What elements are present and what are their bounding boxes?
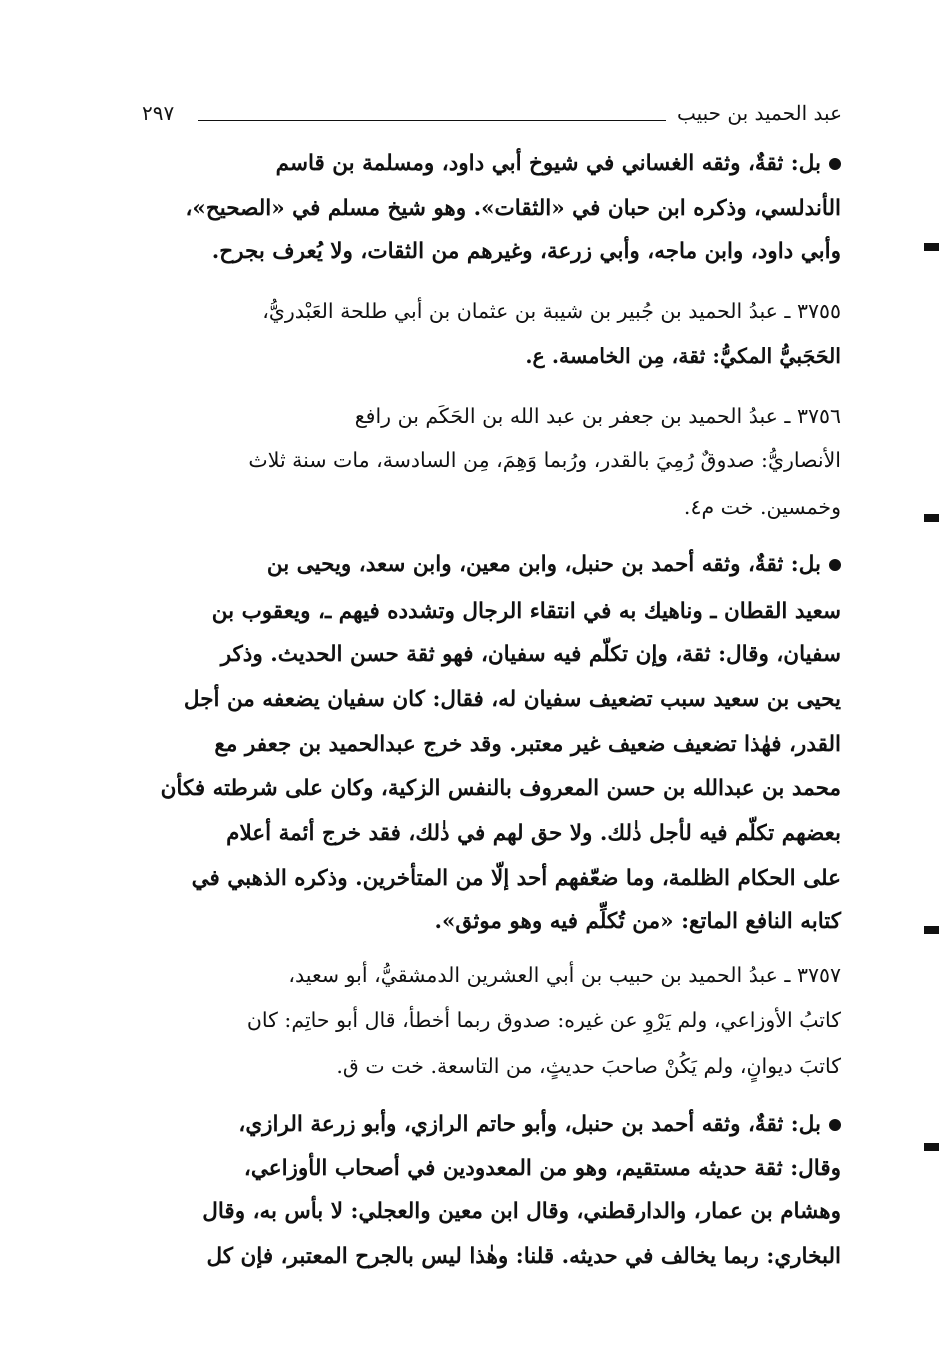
- comment-line: سعيد القطان ـ وناهيك به في انتقاء الرجال وتشدده فيهم ـ، ويعقوب بن: [211, 599, 841, 624]
- margin-mark: [924, 514, 939, 522]
- comment-line: وقال: ثقة حديثه مستقيم، وهو من المعدودين في أصحاب الأوزاعي،: [243, 1156, 841, 1181]
- comment-line: كتابه النافع الماتع: «من تُكلِّم فيه وهو موثق».: [434, 909, 841, 934]
- entry-line: ٣٧٥٦ ـ عبدُ الحميد بن جعفر بن عبد الله بن الحَكَم بن رافع: [354, 404, 841, 428]
- comment-line: سفيان، وقال: ثقة، وإن تكلّم فيه سفيان، فهو ثقة حسن الحديث. وذكر: [220, 642, 841, 667]
- margin-mark: [924, 1143, 939, 1151]
- entry-line: كاتبَ ديوانٍ، ولم يَكُنْ صاحبَ حديثٍ، من التاسعة. خت ت ق.: [336, 1054, 841, 1078]
- comment-line: وهشام بن عمار، والدارقطني، وقال ابن معين والعجلي: لا بأس به، وقال: [202, 1199, 841, 1224]
- bullet-icon: [829, 559, 841, 571]
- comment-line: بعضهم تكلّم فيه لأجل ذٰلك. ولا حق لهم في ذٰلك، فقد خرج أئمة أعلام: [226, 821, 841, 846]
- bullet-icon: [829, 1119, 841, 1131]
- bullet-icon: [829, 158, 841, 170]
- entry-line: ٣٧٥٧ ـ عبدُ الحميد بن حبيب بن أبي العشرين الدمشقيُّ، أبو سعيد،: [288, 963, 841, 987]
- comment-line: محمد بن عبدالله بن حسن المعروف بالنفس الزكية، وكان على شرطته فكأن: [160, 776, 841, 801]
- comment-line: وأبي داود، وابن ماجه، وأبي زرعة، وغيرهم من الثقات، ولا يُعرف بجرح.: [211, 239, 841, 264]
- entry-line: الأنصاريُّ: صدوقٌ رُمِيَ بالقدر، ورُبما وَهِمَ، مِن السادسة، مات سنة ثلاث: [248, 448, 841, 472]
- running-title: عبد الحميد بن حبيب: [676, 101, 842, 125]
- entry-line: ٣٧٥٥ ـ عبدُ الحميد بن جُبير بن شيبة بن عثمان بن أبي طلحة العَبْدريُّ،: [262, 299, 841, 323]
- header-rule: [198, 120, 666, 121]
- comment-line: بل: ثقةٌ، وثقه أحمد بن حنبل، وابن معين، وابن سعد، ويحيى بن: [267, 546, 841, 584]
- margin-mark: [924, 243, 939, 251]
- entry-line: كاتبُ الأوزاعي، ولم يَرْوِ عن غيره: صدوق ربما أخطأ، قال أبو حاتِم: كان: [246, 1008, 841, 1032]
- comment-line: البخاري: ربما يخالف في حديثه. قلنا: وهٰذا ليس بالجرح المعتبر، فإن كل: [206, 1244, 841, 1269]
- comment-line: بل: ثقةٌ، وثقه الغساني في شيوخ أبي داود، ومسلمة بن قاسم: [276, 145, 841, 183]
- entry-line: الحَجَبيُّ المكيُّ: ثقة، مِن الخامسة. ع.: [525, 344, 841, 368]
- page-number: ٢٩٧: [142, 101, 175, 125]
- comment-line: يحيى بن سعيد سبب تضعيف سفيان له، فقال: كان سفيان يضعفه من أجل: [183, 687, 841, 712]
- margin-mark: [924, 926, 939, 934]
- entry-line: وخمسين. خت م٤.: [683, 495, 841, 519]
- comment-line: بل: ثقةٌ، وثقه أحمد بن حنبل، وأبو حاتم الرازي، وأبو زرعة الرازي،: [238, 1106, 841, 1144]
- comment-line: الأندلسي، وذكره ابن حبان في «الثقات». وهو شيخ مسلم في «الصحيح»،: [185, 196, 841, 221]
- comment-line: القدر، فهٰذا تضعيف ضعيف غير معتبر. وقد خرج عبدالحميد بن جعفر مع: [214, 732, 841, 757]
- page-header: [142, 98, 842, 128]
- comment-line: على الحكام الظلمة، وما ضعّفهم أحد إلّا من المتأخرين. وذكره الذهبي في: [191, 866, 841, 891]
